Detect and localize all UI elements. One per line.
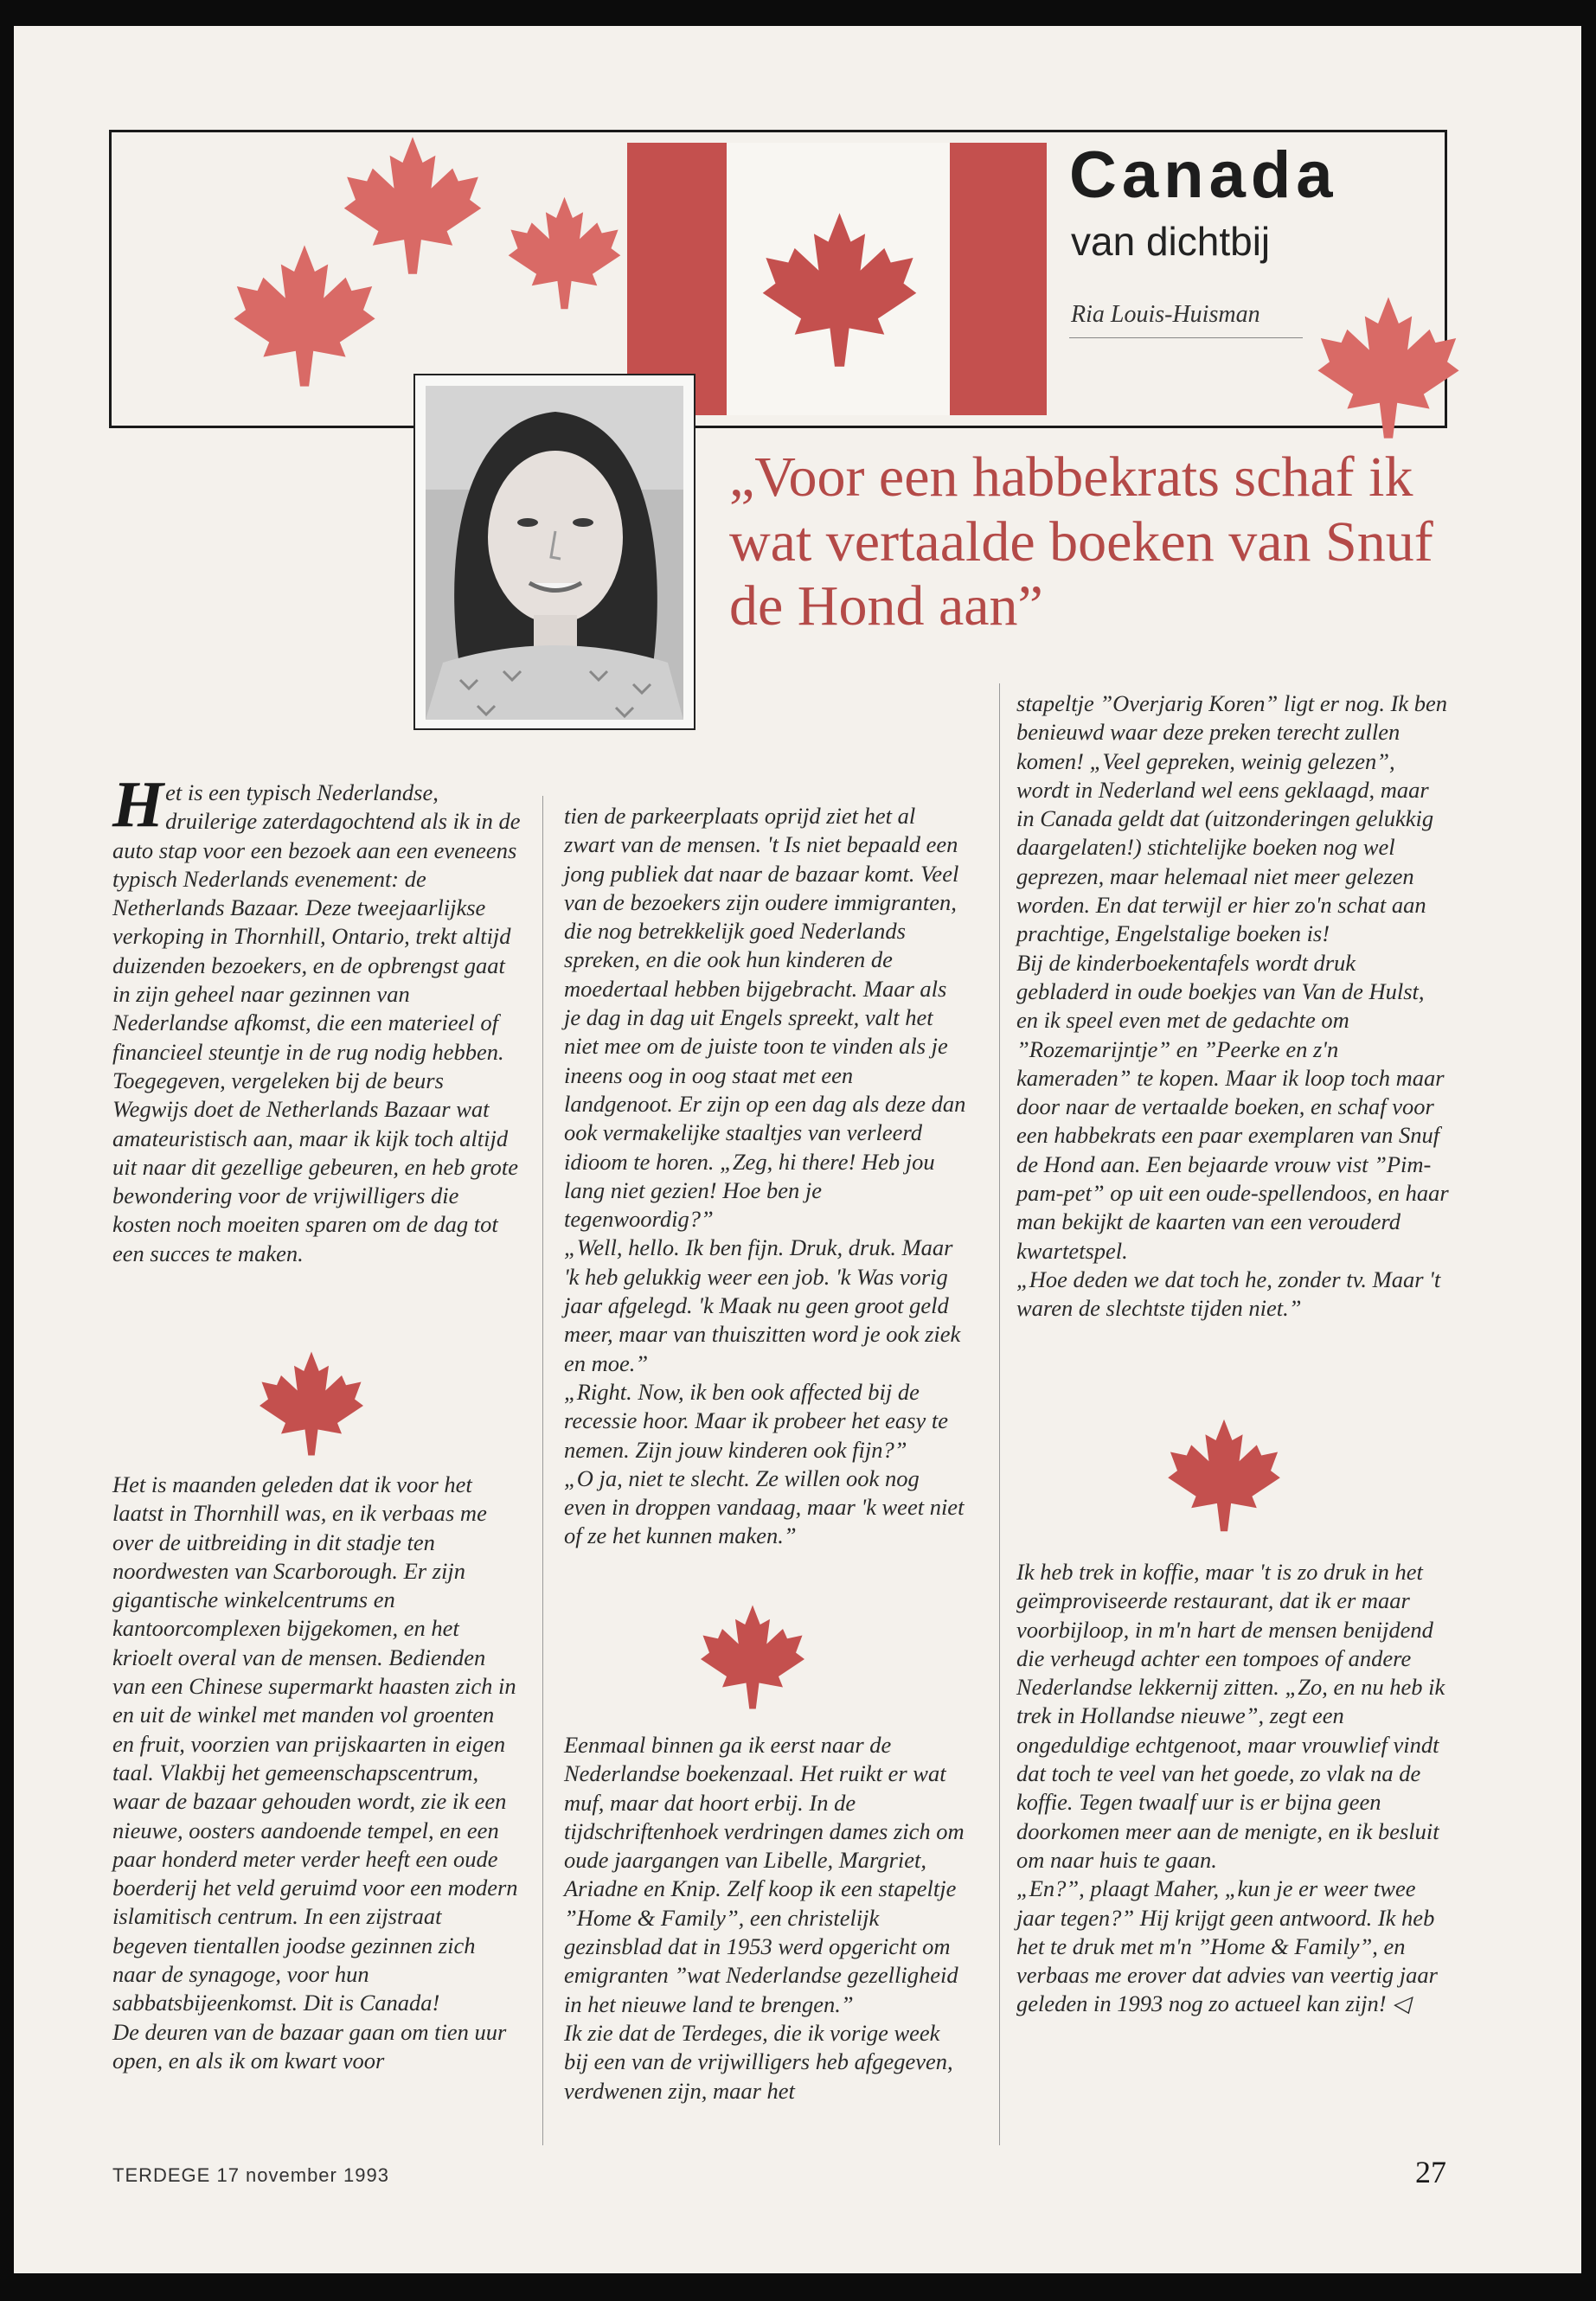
paragraph: Ik zie dat de Terdeges, die ik vorige week bij een van de vrijwilligers heb afgegeven, verdwenen zijn, maar het bbox=[564, 2019, 953, 2104]
maple-leaf-icon bbox=[242, 1349, 381, 1458]
publication-footer: TERDEGE 17 november 1993 bbox=[112, 2164, 389, 2186]
column-2-bottom bbox=[564, 1731, 966, 2106]
paragraph: „Hoe deden we dat toch he, zonder tv. Maar 't waren de slechtste tijden niet.” bbox=[1016, 1266, 1441, 1322]
flag-red-band-right bbox=[950, 143, 1047, 415]
paragraph: Ik heb trek in koffie, maar 't is zo druk in het geïmproviseerde restaurant, dat ik er maar voorbijloop, in m'n hart de mensen benijdend die verheugd achter een tompoes of andere Nederlandse lekkernij zitten. „Zo, en nu heb ik trek in Hollandse nieuwe”, zegt een ongeduldige echtgenoot, maar vrouwlief vindt dat toch te veel van het goede, zo vlak na de koffie. Tegen twaalf uur is er bijna geen doorkomen meer aan de menigte, en ik besluit om naar huis te gaan. bbox=[1016, 1559, 1445, 1873]
column-divider bbox=[542, 796, 543, 2145]
paragraph: De deuren van de bazaar gaan om tien uur open, en als ik om kwart voor bbox=[112, 2018, 507, 2073]
maple-leaf-icon bbox=[506, 177, 623, 329]
paragraph: stapeltje ”Overjarig Koren” ligt er nog. Ik ben benieuwd waar deze preken terecht zullen komen! „Veel gepreken, weinig gelezen”, wordt in Nederland wel eens geklaagd, maar in Canada geldt dat (uitzonderingen gelukkig daargelaten!) stichtelijke boeken nog wel geprezen, maar helemaal niet meer gelezen worden. En dat terwijl er hier zo'n schat aan prachtige, Engelstalige boeken is! bbox=[1016, 690, 1448, 947]
author-name: Ria Louis-Huisman bbox=[1071, 301, 1260, 328]
intro-text: et is een typisch Nederlandse, druilerige zaterdagochtend als ik in de auto stap voor een bezoek aan een eveneens typisch Nederlands evenement: de Netherlands Bazaar. Deze tweejaarlijkse verkoping in Thornhill, Ontario, trekt altijd duizenden bezoekers, en de opbrengst gaat in zijn geheel naar gezinnen van Nederlandse afkomst, die een materieel of financieel steuntje in de rug nodig hebben. Toegegeven, vergeleken bij de beurs Wegwijs doet de Netherlands Bazaar wat amateuristisch aan, maar ik kijk toch altijd uit naar dit gezellige gebeuren, en heb grote bewondering voor de vrijwilligers die kosten noch moeiten sparen om de dag tot een succes te maken. bbox=[112, 779, 521, 1266]
portrait-illustration bbox=[426, 386, 683, 720]
paragraph: „En?”, plaagt Maher, „kun je er weer twee jaar tegen?” Hij krijgt geen antwoord. Ik heb het te druk met m'n ”Home & Family”, en verbaas me erover dat advies van veertig jaar geleden in 1993 nog zo actueel kan zijn! ◁ bbox=[1016, 1875, 1438, 2017]
flag-maple-leaf-icon bbox=[760, 208, 920, 372]
column-1-bottom bbox=[112, 1471, 521, 2075]
author-underline bbox=[1069, 337, 1303, 338]
paragraph: „Right. Now, ik ben ook affected bij de recessie hoor. Maar ik probeer het easy te nemen. Zijn jouw kinderen ook fijn?” bbox=[564, 1378, 949, 1463]
pull-quote: „Voor een habbekrats schaf ik wat vertaalde boeken van Snuf de Hond aan” bbox=[729, 445, 1433, 638]
maple-leaf-icon bbox=[692, 1603, 813, 1711]
portrait-photo bbox=[426, 386, 683, 720]
paragraph: tien de parkeerplaats oprijd ziet het al zwart van de mensen. 't Is niet bepaald een jong publiek dat naar de bazaar komt. Veel van de bezoekers zijn oudere immigranten, die nog betrekkelijk goed Nederlands spreken, en die ook hun kinderen de moedertaal hebben bijgebracht. Maar als je dag in dag uit Engels spreekt, valt het niet mee om de juiste toon te vinden als je ineens oog in oog staat met een landgenoot. Er zijn op een dag als deze dan ook vermakelijke staaltjes van verleerd idioom te horen. „Zeg, hi there! Heb jou lang niet gezien! Hoe ben je tegenwoordig?” bbox=[564, 803, 966, 1233]
paragraph: Eenmaal binnen ga ik eerst naar de Nederlandse boekenzaal. Het ruikt er wat muf, maar dat hoort erbij. In de tijdschriftenhoek verdringen dames zich om oude jaargangen van Libelle, Margriet, Ariadne en Knip. Zelf koop ik een stapeltje ”Home & Family”, een christelijk gezinsblad dat in 1953 werd opgericht om emigranten ”wat Nederlandse gezelligheid in het nieuwe land te brengen.” bbox=[564, 1732, 965, 2017]
column-3-top bbox=[1016, 689, 1449, 1324]
column-2-top bbox=[564, 802, 966, 1551]
article-subtitle: van dichtbij bbox=[1071, 219, 1271, 264]
page-number: 27 bbox=[1415, 2155, 1446, 2189]
paragraph: „Well, hello. Ik ben fijn. Druk, druk. Maar 'k heb gelukkig weer een job. 'k Was vorig jaar afgelegd. 'k Maak nu geen groot geld meer, maar van thuiszitten word je ook ziek en moe.” bbox=[564, 1234, 961, 1376]
maple-leaf-icon bbox=[1311, 294, 1466, 441]
maple-leaf-icon bbox=[1159, 1417, 1289, 1534]
column-3-bottom bbox=[1016, 1558, 1449, 2019]
intro-paragraph bbox=[112, 768, 521, 1268]
column-1-top bbox=[112, 768, 521, 1268]
maple-leaf-icon bbox=[339, 134, 486, 277]
article-title: Canada bbox=[1069, 138, 1338, 212]
column-divider bbox=[999, 683, 1000, 2145]
paragraph: „O ja, niet te slecht. Ze willen ook nog even in droppen vandaag, maar 'k weet niet of ze het kunnen maken.” bbox=[564, 1465, 965, 1549]
drop-cap: H bbox=[112, 768, 164, 841]
paragraph: Bij de kinderboekentafels wordt druk gebladerd in oude boekjes van Van de Hulst, en ik speel even met de gedachte om ”Rozemarijntje” en ”Peerke en z'n kameraden” te kopen. Maar ik loop toch maar door naar de vertaalde boeken, en schaf voor een habbekrats een paar exemplaren van Snuf de Hond aan. Een bejaarde vrouw vist ”Pim-pam-pet” op uit een oude-spellendoos, en haar man bekijkt de kaarten van een verouderd kwartetspel. bbox=[1016, 949, 1449, 1264]
paragraph: Het is maanden geleden dat ik voor het laatst in Thornhill was, en ik verbaas me over de uitbreiding in dit stadje ten noordwesten van Scarborough. Er zijn gigantische winkelcentrums en kantoorcomplexen bijgekomen, en het krioelt overal van de mensen. Bedienden van een Chinese supermarkt haasten zich in en uit de winkel met manden vol groenten en fruit, voorzien van prijskaarten in eigen taal. Vlakbij het gemeenschapscentrum, waar de bazaar gehouden wordt, zie ik een nieuwe, oosters aandoende tempel, en een paar honderd meter verder heeft een oude boerderij het veld geruimd voor een modern islamitisch centrum. In een zijstraat begeven tientallen joodse gezinnen zich naar de synagoge, voor hun sabbatsbijeenkomst. Dit is Canada! bbox=[112, 1471, 518, 2016]
